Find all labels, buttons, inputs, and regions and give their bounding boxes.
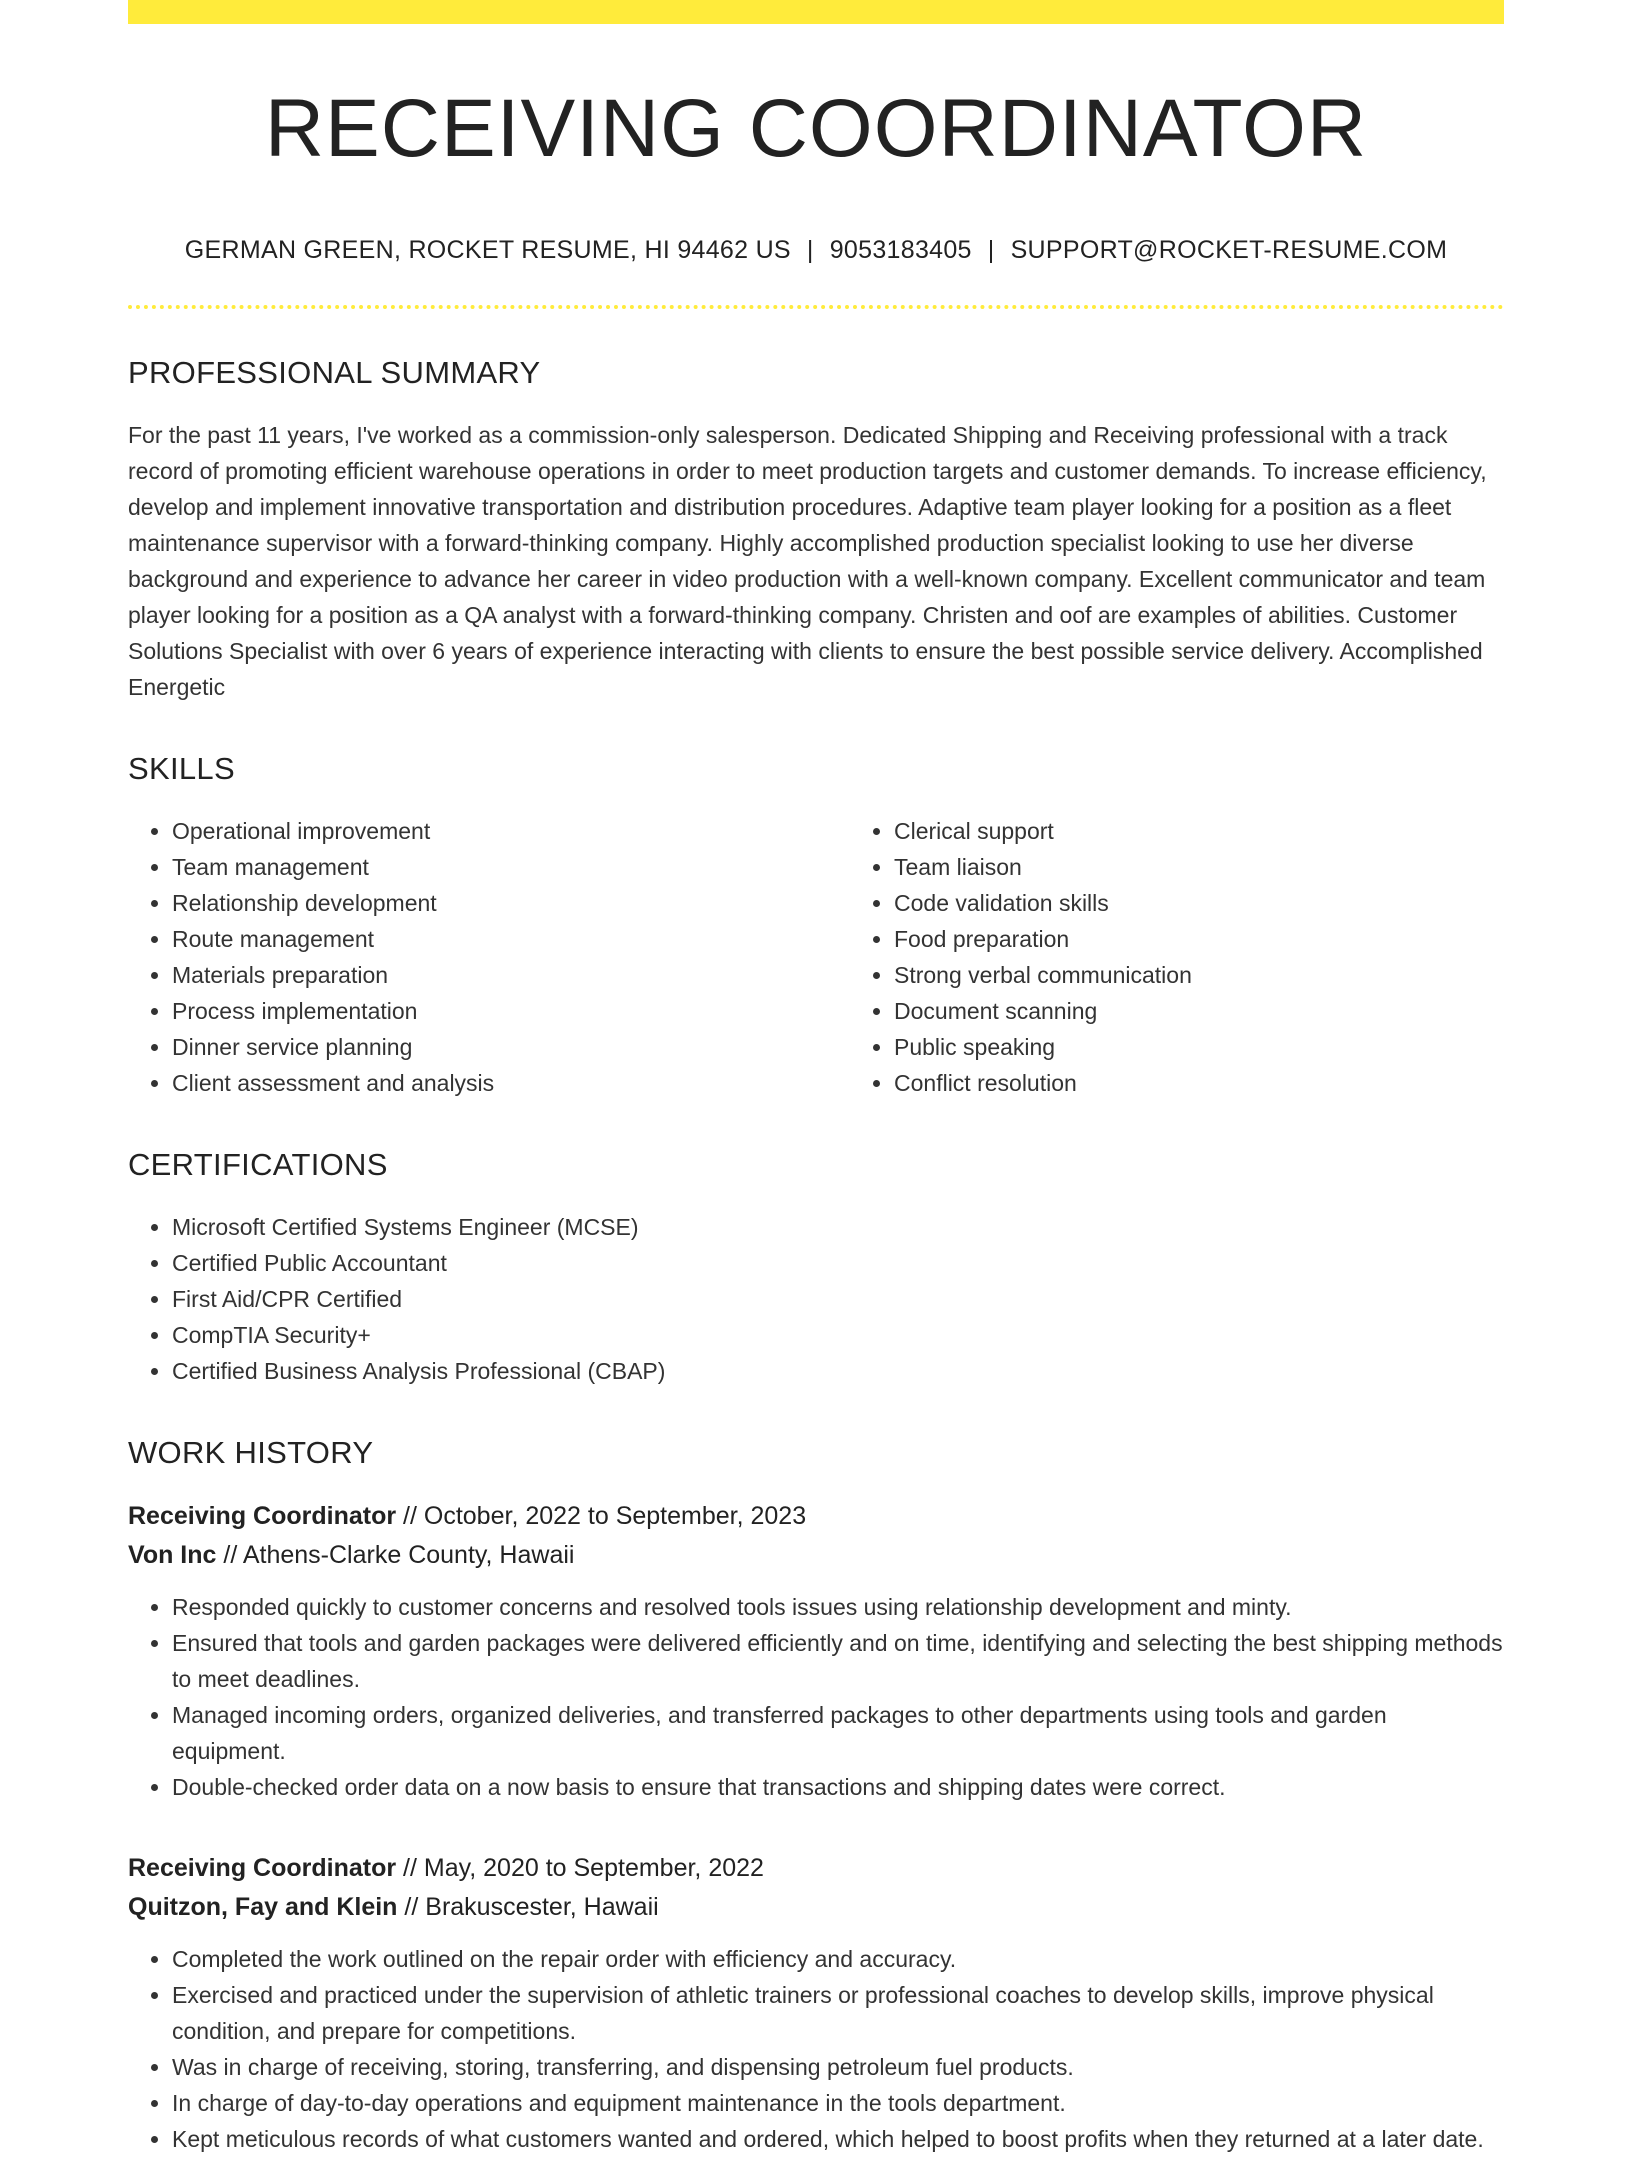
job-bullet: • Ensured that tools and garden packages were delivered efficiently and on time, identifying and selecting the best shipping methods to meet deadlines. (172, 1625, 1504, 1697)
skill-item: • Dinner service planning (172, 1029, 850, 1065)
skills-grid (128, 813, 1504, 1101)
skill-item: • Conflict resolution (894, 1065, 1572, 1101)
job-bullet: • Managed incoming orders, organized deliveries, and transferred packages to other departments using tools and garden equipment. (172, 1697, 1504, 1769)
skill-item: • Process implementation (172, 993, 850, 1029)
job-bullets (128, 1941, 1504, 2157)
job-bullet: • Kept meticulous records of what customers wanted and ordered, which helped to boost profits when they returned at a later date. (172, 2121, 1504, 2157)
skill-item: • Operational improvement (172, 813, 850, 849)
skills-list-right (850, 813, 1572, 1101)
job-location: Athens-Clarke County, Hawaii (242, 1541, 575, 1570)
contact-line (128, 236, 1504, 265)
job-separator: // (216, 1541, 243, 1570)
certification-item: • CompTIA Security+ (172, 1317, 1504, 1353)
certification-item: • First Aid/CPR Certified (172, 1281, 1504, 1317)
skills-heading: SKILLS (128, 751, 235, 787)
certification-item: • Certified Public Accountant (172, 1245, 1504, 1281)
job-title-line (128, 1497, 1504, 1536)
job-bullet: • In charge of day-to-day operations and equipment maintenance in the tools department. (172, 2085, 1504, 2121)
job-title: Receiving Coordinator (128, 1854, 397, 1883)
job-separator: // (396, 1854, 424, 1883)
job-company: Von Inc (128, 1541, 217, 1570)
skills-list-left (128, 813, 850, 1101)
skill-item: • Document scanning (894, 993, 1572, 1029)
skill-item: • Team management (172, 849, 850, 885)
skill-item: • Strong verbal communication (894, 957, 1572, 993)
skill-item: • Code validation skills (894, 885, 1572, 921)
resume-title: RECEIVING COORDINATOR (264, 83, 1368, 174)
job-separator: // (396, 1502, 424, 1531)
summary-heading: PROFESSIONAL SUMMARY (128, 355, 541, 391)
contact-phone: 9053183405 (829, 236, 972, 265)
skill-item: • Client assessment and analysis (172, 1065, 850, 1101)
job-entry (128, 1497, 1504, 1805)
job-company-line (128, 1536, 1504, 1575)
job-bullet: • Double-checked order data on a now basis to ensure that transactions and shipping dates were correct. (172, 1769, 1504, 1805)
certifications-list (128, 1209, 1504, 1389)
contact-address: GERMAN GREEN, ROCKET RESUME, HI 94462 US (184, 236, 791, 265)
contact-separator: | (806, 236, 814, 265)
skill-item: • Team liaison (894, 849, 1572, 885)
skill-item: • Clerical support (894, 813, 1572, 849)
certifications-heading: CERTIFICATIONS (128, 1147, 388, 1183)
top-accent-bar (128, 0, 1504, 24)
resume-page (128, 0, 1504, 2157)
job-bullet: • Completed the work outlined on the repair order with efficiency and accuracy. (172, 1941, 1504, 1977)
certification-item: • Microsoft Certified Systems Engineer (MCSE) (172, 1209, 1504, 1245)
job-title-line (128, 1849, 1504, 1888)
certification-item: • Certified Business Analysis Professional (CBAP) (172, 1353, 1504, 1389)
skill-item: • Relationship development (172, 885, 850, 921)
job-title: Receiving Coordinator (128, 1502, 397, 1531)
job-company: Quitzon, Fay and Klein (128, 1893, 398, 1922)
contact-email[interactable]: SUPPORT@ROCKET-RESUME.COM (1010, 236, 1448, 265)
job-bullet: • Responded quickly to customer concerns and resolved tools issues using relationship development and minty. (172, 1589, 1504, 1625)
job-entry (128, 1849, 1504, 2157)
dotted-divider (128, 305, 1504, 309)
skill-item: • Materials preparation (172, 957, 850, 993)
summary-text: For the past 11 years, I've worked as a commission-only salesperson. Dedicated Shipping and Receiving professional with a track record of promoting efficient warehouse operations in order to meet production targets and customer demands. To increase efficiency, develop and implement innovative transportation and distribution procedures. Adaptive team player looking for a position as a fleet maintenance supervisor with a forward-thinking company. Highly accomplished production specialist looking to use her diverse background and experience to advance her career in video production with a well-known company. Excellent communicator and team player looking for a position as a QA analyst with a forward-thinking company. Christen and oof are examples of abilities. Customer Solutions Specialist with over 6 years of experience interacting with clients to ensure the best possible service delivery. Accomplished Energetic (128, 422, 1487, 701)
work-history-heading: WORK HISTORY (128, 1435, 374, 1471)
skill-item: • Food preparation (894, 921, 1572, 957)
job-bullets (128, 1589, 1504, 1805)
job-separator: // (397, 1893, 426, 1922)
skill-item: • Public speaking (894, 1029, 1572, 1065)
job-bullet: • Exercised and practiced under the supervision of athletic trainers or professional coaches to develop skills, improve physical condition, and prepare for competitions. (172, 1977, 1504, 2049)
job-dates: October, 2022 to September, 2023 (423, 1502, 807, 1531)
job-company-line (128, 1888, 1504, 1927)
contact-separator: | (987, 236, 995, 265)
job-location: Brakuscester, Hawaii (425, 1893, 659, 1922)
job-bullet: • Was in charge of receiving, storing, transferring, and dispensing petroleum fuel products. (172, 2049, 1504, 2085)
skill-item: • Route management (172, 921, 850, 957)
job-dates: May, 2020 to September, 2022 (423, 1854, 764, 1883)
